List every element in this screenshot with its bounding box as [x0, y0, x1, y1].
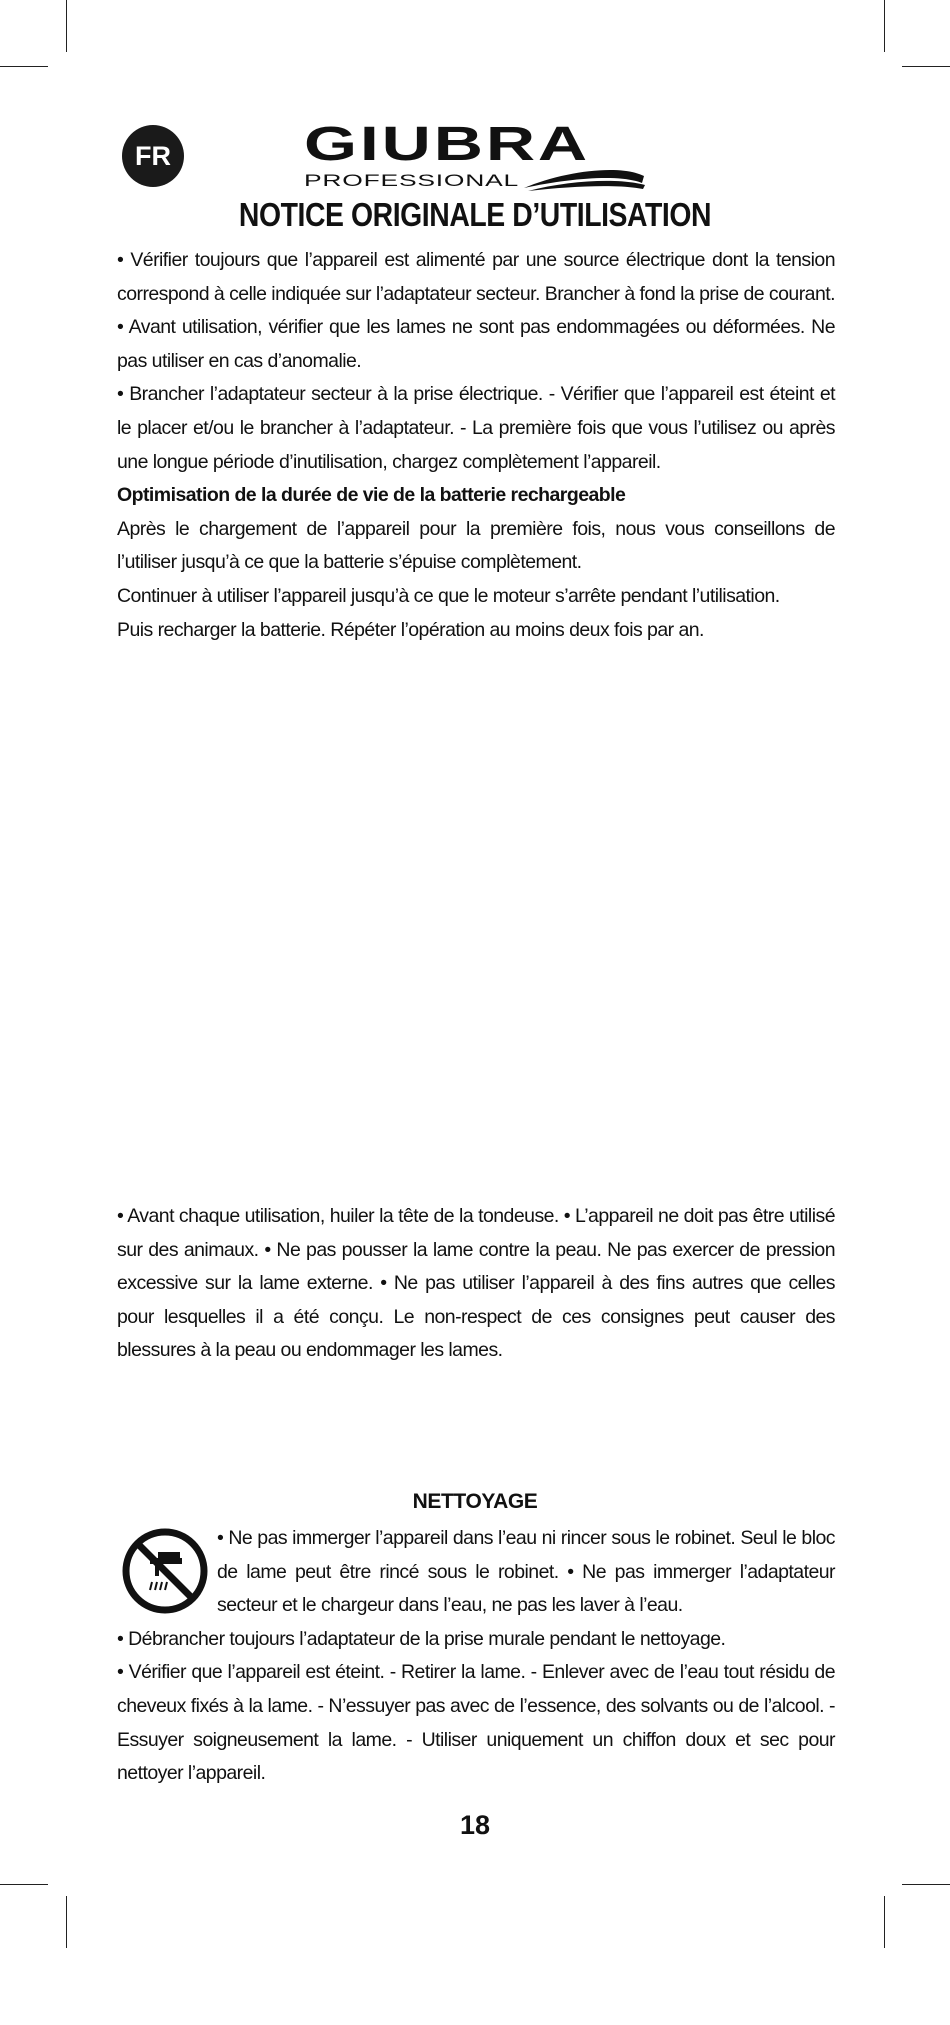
- crop-mark: [66, 1896, 67, 1948]
- cleaning-paragraph: • Débrancher toujours l’adaptateur de la prise murale pendant le nettoyage.: [117, 1627, 726, 1650]
- language-badge: FR: [122, 125, 184, 187]
- crop-mark: [884, 1896, 885, 1948]
- crop-mark: [66, 0, 67, 52]
- intro-section: [117, 244, 835, 647]
- crop-mark: [0, 66, 48, 67]
- cleaning-heading: NETTOYAGE: [412, 1490, 538, 1513]
- page-title: NOTICE ORIGINALE D’UTILISATION: [238, 196, 712, 233]
- brand-name: GIUBRA: [304, 118, 590, 171]
- crop-mark: [902, 1884, 950, 1885]
- cleaning-section: [117, 1522, 835, 1791]
- battery-paragraph: Puis recharger la batterie. Répéter l’opération au moins deux fois par an.: [117, 618, 704, 641]
- brand-logo: [302, 118, 652, 196]
- usage-warning-paragraph: • Avant chaque utilisation, huiler la tête de la tondeuse. • L’appareil ne doit pas être utilisé sur des animaux. • Ne pas pousser la lame contre la peau. Ne pas exercer de pression excessive sur la lame externe. • Ne pas utiliser l’appareil à des fins autres que celles pour lesquelles il a été conçu. Le non-respect de ces consignes peut causer des blessures à la peau ou endommager les lames.: [117, 1205, 835, 1362]
- cleaning-paragraph: • Vérifier que l’appareil est éteint. - Retirer la lame. - Enlever avec de l’eau tout résidu de cheveux fixés à la lame. - N’essuyer pas avec de l’essence, des solvants ou de l’alcool. - Essuyer soigneusement la lame. - Utiliser uniquement un chiffon doux et sec pour nettoyer l’appareil.: [117, 1661, 835, 1785]
- cleaning-paragraph: • Ne pas immerger l’appareil dans l’eau ni rincer sous le robinet. Seul le bloc de lame peut être rincé sous le robinet. • Ne pas immerger l’adaptateur secteur et le chargeur dans l’eau, ne pas les laver à l’eau.: [217, 1527, 835, 1617]
- usage-warning-section: [117, 1200, 835, 1368]
- brand-subtitle: PROFESSIONAL: [304, 171, 519, 190]
- battery-paragraph: Continuer à utiliser l’appareil jusqu’à ce que le moteur s’arrête pendant l’utilisation.: [117, 584, 780, 607]
- instruction-paragraph: • Vérifier toujours que l’appareil est alimenté par une source électrique dont la tension correspond à celle indiquée sur l’adaptateur secteur. Brancher à fond la prise de courant.: [117, 249, 835, 305]
- instruction-paragraph: • Brancher l’adaptateur secteur à la prise électrique. - Vérifier que l’appareil est éteint et le placer et/ou le brancher à l’adaptateur. - La première fois que vous l’utilisez ou après une longue période d’inutilisation, chargez complètement l’appareil.: [117, 383, 835, 473]
- instruction-paragraph: • Avant utilisation, vérifier que les lames ne sont pas endommagées ou déformées. Ne pas utiliser en cas d’anomalie.: [117, 316, 835, 372]
- crop-mark: [0, 1884, 48, 1885]
- crop-mark: [902, 66, 950, 67]
- battery-paragraph: Après le chargement de l’appareil pour la première fois, nous vous conseillons de l’utiliser jusqu’à ce que la batterie s’épuise complètement.: [117, 517, 835, 574]
- page-number: 18: [459, 1810, 491, 1840]
- crop-mark: [884, 0, 885, 52]
- battery-heading: Optimisation de la durée de vie de la batterie rechargeable: [117, 484, 626, 507]
